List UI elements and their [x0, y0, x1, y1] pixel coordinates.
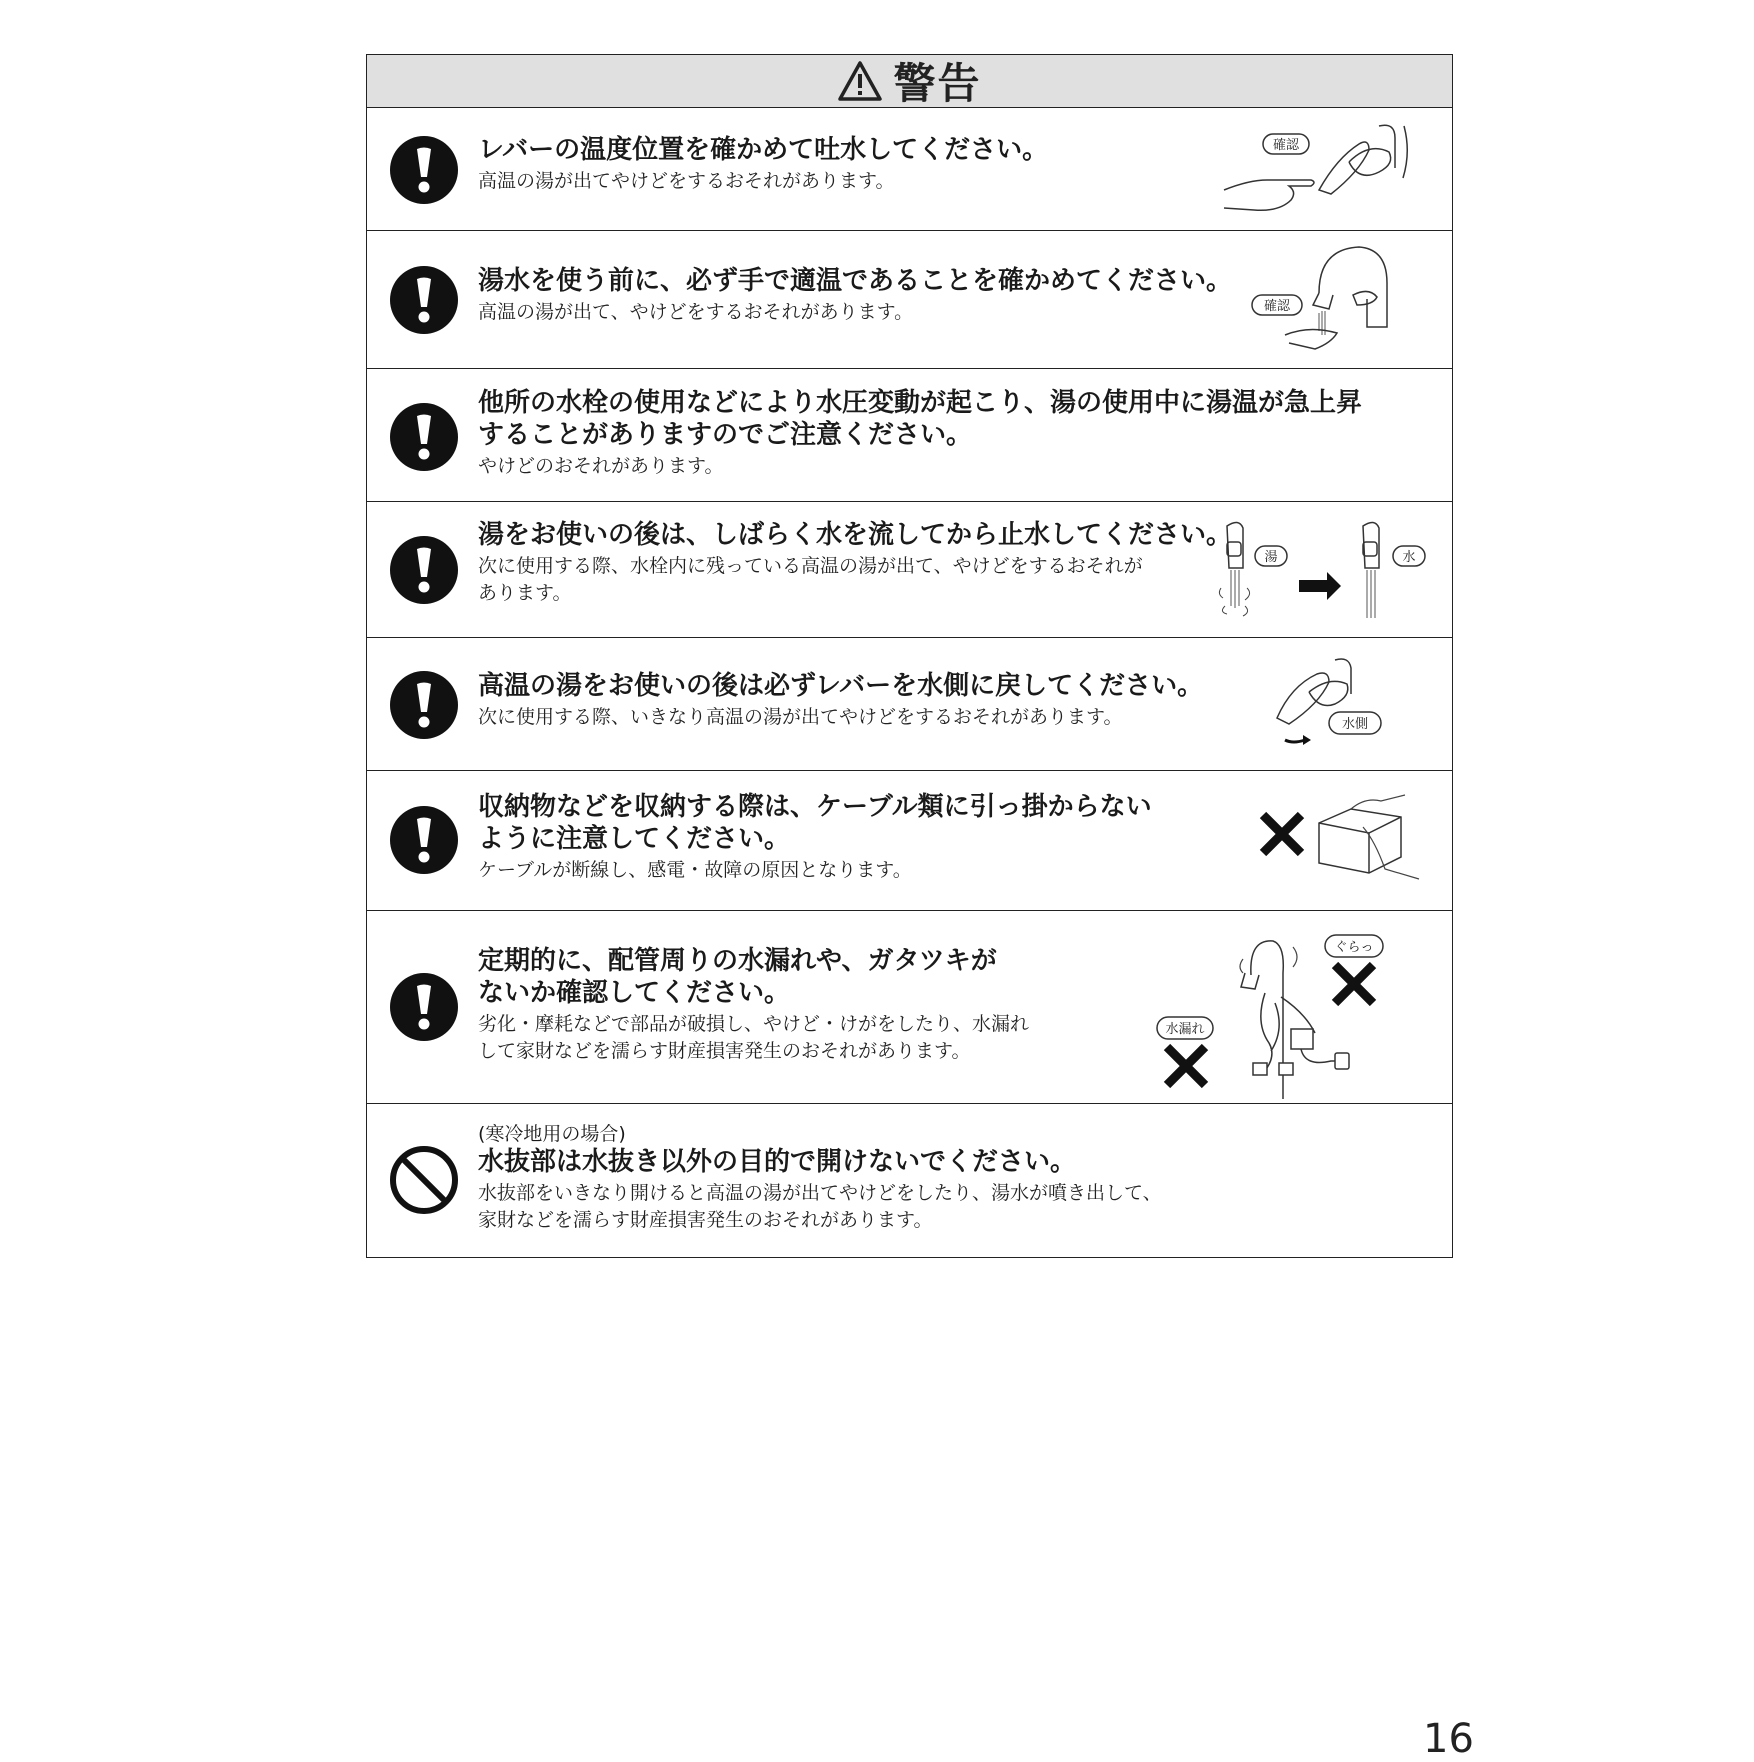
- warning-main-text: 湯水を使う前に、必ず手で適温であることを確かめてください。: [478, 266, 1233, 296]
- warning-main-text: ないか確認してください。: [478, 978, 791, 1008]
- warning-sub-text: ケーブルが断線し、感電・故障の原因となります。: [478, 859, 912, 881]
- warning-row: [367, 638, 1452, 771]
- warning-sub-text: 次に使用する際、水栓内に残っている高温の湯が出て、やけどをするおそれが: [478, 555, 1143, 577]
- page-number: 16: [1423, 1716, 1474, 1762]
- warning-row: [367, 231, 1452, 369]
- warning-header: [367, 55, 1452, 108]
- cable-snag-illustration: [1255, 793, 1425, 893]
- warning-row: [367, 502, 1452, 638]
- warning-title: 警告: [893, 59, 982, 108]
- warning-row: [367, 911, 1452, 1104]
- warning-condition-text: (寒冷地用の場合): [478, 1123, 626, 1145]
- hand-under-faucet-illustration: [1249, 243, 1399, 359]
- mandatory-action-icon: [389, 265, 459, 335]
- warning-main-text: レバーの温度位置を確かめて吐水してください。: [478, 135, 1049, 165]
- mandatory-action-icon: [389, 402, 459, 472]
- warning-row: [367, 771, 1452, 911]
- caution-triangle-icon: [837, 60, 883, 102]
- mandatory-action-icon: [389, 670, 459, 740]
- warning-row: [367, 1104, 1452, 1257]
- warning-main-text: ように注意してください。: [478, 824, 791, 854]
- pipe-leak-check-illustration: [1155, 933, 1405, 1101]
- warning-sub-text: 家財などを濡らす財産損害発生のおそれがあります。: [478, 1209, 933, 1231]
- warning-sub-text: 劣化・摩耗などで部品が破損し、やけど・けがをしたり、水漏れ: [478, 1013, 1030, 1035]
- lever-to-cold-illustration: [1273, 656, 1393, 756]
- warning-main-text: 収納物などを収納する際は、ケーブル類に引っ掛からない: [478, 792, 1152, 822]
- warning-sub-text: やけどのおそれがあります。: [478, 455, 724, 477]
- warning-main-text: 高温の湯をお使いの後は必ずレバーを水側に戻してください。: [478, 671, 1204, 701]
- warning-sub-text: 高温の湯が出て、やけどをするおそれがあります。: [478, 301, 914, 323]
- mandatory-action-icon: [389, 135, 459, 205]
- warning-sub-text: 水抜部をいきなり開けると高温の湯が出てやけどをしたり、湯水が噴き出して、: [478, 1182, 1162, 1204]
- warning-main-text: することがありますのでご注意ください。: [478, 420, 973, 450]
- illustration-label: ぐらっ: [1334, 940, 1374, 955]
- warning-sub-text: 次に使用する際、いきなり高温の湯が出てやけどをするおそれがあります。: [478, 706, 1123, 728]
- check-lever-illustration: [1219, 122, 1419, 222]
- mandatory-action-icon: [389, 535, 459, 605]
- warning-text: [478, 387, 1452, 480]
- illustration-label: 水側: [1341, 717, 1369, 732]
- warning-text: [478, 1122, 1452, 1234]
- illustration-label: 湯: [1264, 550, 1278, 565]
- warning-sub-text: して家財などを濡らす財産損害発生のおそれがあります。: [478, 1040, 971, 1062]
- illustration-label: 確認: [1263, 299, 1291, 314]
- warning-sub-text: あります。: [478, 582, 572, 604]
- warning-row: [367, 369, 1452, 502]
- warning-row: [367, 108, 1452, 231]
- hot-to-cold-illustration: [1217, 518, 1437, 622]
- warning-main-text: 湯をお使いの後は、しばらく水を流してから止水してください。: [478, 520, 1233, 550]
- prohibition-icon: [389, 1145, 459, 1215]
- illustration-label: 水: [1402, 550, 1416, 565]
- mandatory-action-icon: [389, 805, 459, 875]
- warning-sub-text: 高温の湯が出てやけどをするおそれがあります。: [478, 170, 895, 192]
- mandatory-action-icon: [389, 972, 459, 1042]
- warning-main-text: 定期的に、配管周りの水漏れや、ガタツキが: [478, 946, 997, 976]
- illustration-label: 水漏れ: [1165, 1022, 1205, 1037]
- warning-main-text: 他所の水栓の使用などにより水圧変動が起こり、湯の使用中に湯温が急上昇: [478, 388, 1363, 418]
- warning-main-text: 水抜部は水抜き以外の目的で開けないでください。: [478, 1147, 1077, 1177]
- warning-table: [366, 54, 1453, 1258]
- illustration-label: 確認: [1272, 138, 1300, 153]
